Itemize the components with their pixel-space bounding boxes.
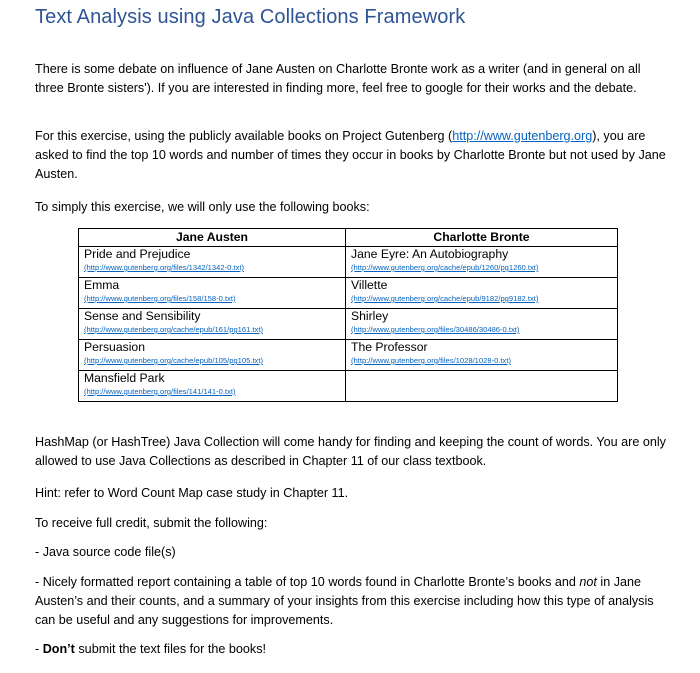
exercise-text-before: For this exercise, using the publicly available books on Project Gutenberg ( (35, 129, 453, 143)
table-row (79, 371, 618, 402)
table-header-row (79, 229, 618, 247)
report-text-a: - Nicely formatted report containing a table of top 10 words found in Charlotte Bronte’s books and (35, 575, 580, 589)
intro-paragraph: There is some debate on influence of Jane Austen on Charlotte Bronte work as a writer (and in general on all three Bronte sisters'). If you are interested in finding more, feel free to google for their works and the debate. (35, 62, 641, 95)
book-title: Shirley (351, 309, 389, 323)
table-row (79, 340, 618, 371)
dont-prefix: - (35, 642, 43, 656)
table-row (79, 309, 618, 340)
header-charlotte-bronte: Charlotte Bronte (346, 229, 618, 247)
books-table (78, 228, 618, 402)
book-title: Villette (351, 278, 388, 292)
empty-cell (346, 371, 618, 402)
book-title: Sense and Sensibility (84, 309, 201, 323)
book-link[interactable]: (http://www.gutenberg.org/cache/epub/161/pg161.txt) (84, 325, 263, 334)
book-title: The Professor (351, 340, 428, 354)
austen-book-cell (79, 247, 346, 278)
hashmap-paragraph: HashMap (or HashTree) Java Collection will come handy for finding and keeping the count of words. You are only allowed to use Java Collections as described in Chapter 11 of our class textbook. (35, 435, 666, 468)
hint-paragraph: Hint: refer to Word Count Map case study in Chapter 11. (35, 486, 349, 500)
item-source-code: - Java source code file(s) (35, 545, 176, 559)
books-intro: To simply this exercise, we will only use the following books: (35, 200, 370, 214)
book-link[interactable]: (http://www.gutenberg.org/files/1342/1342-0.txt) (84, 263, 244, 272)
page-title: Text Analysis using Java Collections Framework (35, 6, 466, 28)
austen-book-cell (79, 340, 346, 371)
dont-rest: submit the text files for the books! (74, 642, 266, 656)
table-row (79, 247, 618, 278)
book-title: Emma (84, 278, 120, 292)
austen-book-cell (79, 309, 346, 340)
austen-book-cell (79, 278, 346, 309)
book-title: Jane Eyre: An Autobiography (351, 247, 509, 261)
book-link[interactable]: (http://www.gutenberg.org/cache/epub/1260/pg1260.txt) (351, 263, 539, 272)
exercise-text-after: ), you are asked to find the top 10 words and number of times they occur in books by Charlotte Bronte but not used by Jane Austen. (35, 129, 666, 181)
bronte-book-cell (346, 309, 618, 340)
book-link[interactable]: (http://www.gutenberg.org/cache/epub/9182/pg9182.txt) (351, 294, 539, 303)
austen-book-cell (79, 371, 346, 402)
bronte-book-cell (346, 278, 618, 309)
report-emphasis: not (579, 575, 597, 589)
exercise-paragraph (35, 127, 667, 184)
item-dont-submit (35, 640, 667, 659)
table-row (79, 278, 618, 309)
book-title: Pride and Prejudice (84, 247, 191, 261)
bronte-book-cell (346, 340, 618, 371)
book-title: Persuasion (84, 340, 145, 354)
book-link[interactable]: (http://www.gutenberg.org/files/30486/30486-0.txt) (351, 325, 520, 334)
book-title: Mansfield Park (84, 371, 165, 385)
book-link[interactable]: (http://www.gutenberg.org/cache/epub/105/pg105.txt) (84, 356, 263, 365)
item-report (35, 573, 667, 630)
book-link[interactable]: (http://www.gutenberg.org/files/158/158-0.txt) (84, 294, 236, 303)
book-link[interactable]: (http://www.gutenberg.org/files/1028/1028-0.txt) (351, 356, 511, 365)
book-link[interactable]: (http://www.gutenberg.org/files/141/141-0.txt) (84, 387, 236, 396)
bronte-book-cell (346, 247, 618, 278)
report-text-b: in Jane Austen’s and their counts, and a summary of your insights from this exercise including how this type of analysis can be useful and any suggestions for improvements. (35, 575, 654, 627)
credit-paragraph: To receive full credit, submit the following: (35, 516, 268, 530)
gutenberg-link[interactable]: http://www.gutenberg.org (452, 129, 593, 143)
dont-emphasis: Don’t (42, 642, 75, 656)
header-jane-austen: Jane Austen (79, 229, 346, 247)
